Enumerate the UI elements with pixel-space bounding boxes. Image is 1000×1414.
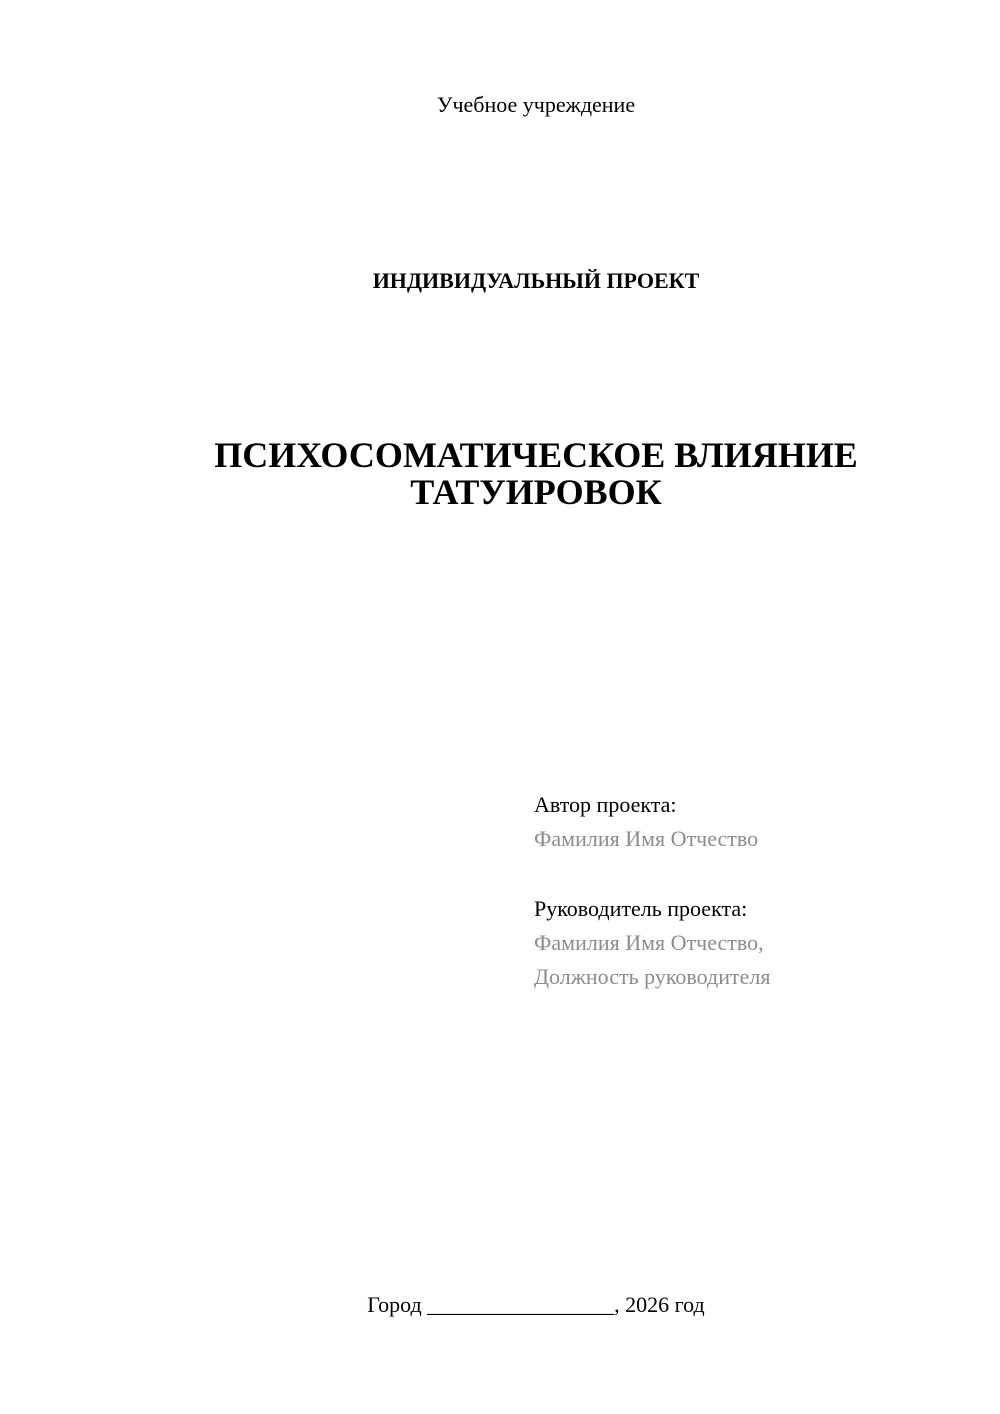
document-title (0, 437, 1000, 511)
city-year-line: Город _________________, 2026 год (367, 1292, 705, 1317)
author-label: Автор проекта: (534, 792, 677, 817)
institution-name: Учебное учреждение (436, 92, 636, 117)
title-line-1: ПСИХОСОМАТИЧЕСКОЕ ВЛИЯНИЕ (214, 435, 858, 475)
document-type: ИНДИВИДУАЛЬНЫЙ ПРОЕКТ (372, 268, 700, 293)
title-line-2: ТАТУИРОВОК (410, 472, 662, 512)
supervisor-label: Руководитель проекта: (534, 896, 748, 921)
supervisor-name: Фамилия Имя Отчество, (534, 930, 764, 955)
project-info-block (534, 788, 974, 994)
author-name: Фамилия Имя Отчество (534, 826, 759, 851)
supervisor-position: Должность руководителя (534, 964, 771, 989)
info-spacer (534, 856, 974, 892)
